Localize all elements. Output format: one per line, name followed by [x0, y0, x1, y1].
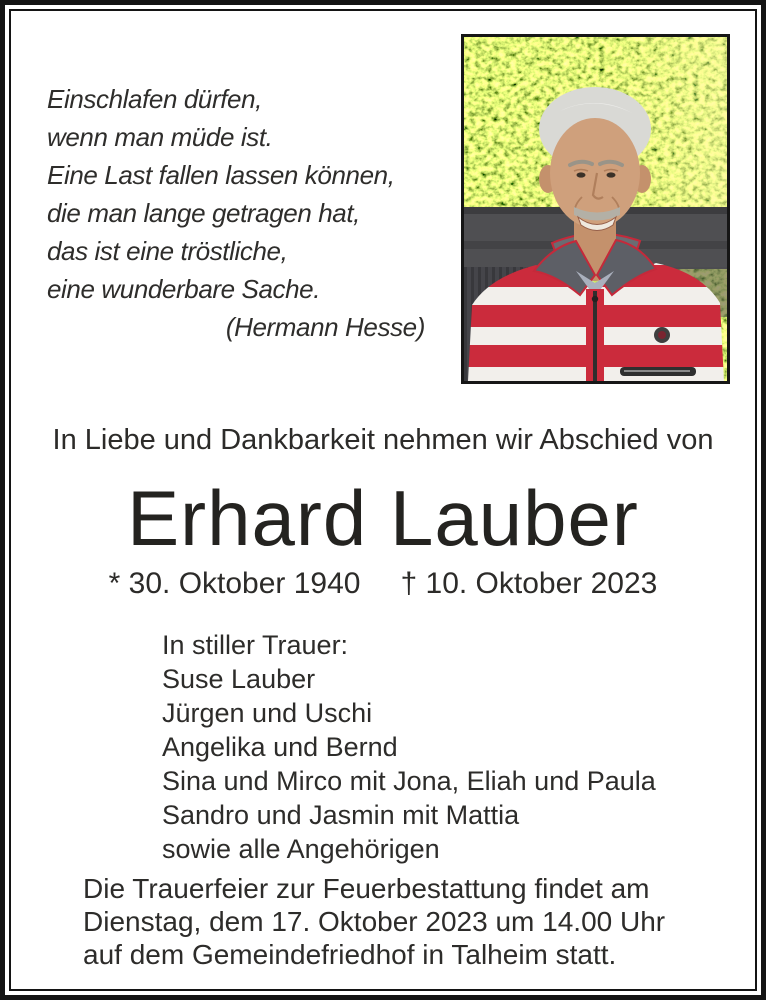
- poem-line: das ist eine tröstliche,: [47, 236, 288, 266]
- poem-attribution: (Hermann Hesse): [225, 312, 425, 342]
- birth-date: * 30. Oktober 1940: [108, 567, 361, 600]
- mourner-name: Suse Lauber: [162, 664, 316, 694]
- funeral-line: Die Trauerfeier zur Feuerbestattung findet am: [83, 873, 650, 904]
- mourner-name: Sandro und Jasmin mit Mattia: [162, 800, 520, 830]
- funeral-info: [83, 872, 665, 971]
- poem-line: die man lange getragen hat,: [47, 198, 360, 228]
- portrait-illustration: [464, 37, 727, 381]
- mourner-name: Sina und Mirco mit Jona, Eliah und Paula: [162, 766, 656, 796]
- death-date: † 10. Oktober 2023: [400, 567, 658, 600]
- mourners-block: [162, 628, 656, 866]
- mourner-name: Jürgen und Uschi: [162, 698, 373, 728]
- memorial-poem: [47, 80, 427, 346]
- funeral-line: auf dem Gemeindefriedhof in Talheim statt.: [83, 939, 617, 970]
- life-dates: [11, 567, 755, 601]
- poem-line: eine wunderbare Sache.: [47, 274, 321, 304]
- deceased-name: Erhard Lauber: [127, 474, 639, 562]
- mourner-name: sowie alle Angehörigen: [162, 834, 440, 864]
- funeral-line: Dienstag, dem 17. Oktober 2023 um 14.00 Uhr: [83, 906, 666, 937]
- mourners-title: In stiller Trauer:: [162, 630, 349, 660]
- poem-line: Einschlafen dürfen,: [47, 84, 262, 114]
- portrait-photo: [461, 34, 730, 384]
- poem-line: wenn man müde ist.: [47, 122, 273, 152]
- mourner-name: Angelika und Bernd: [162, 732, 398, 762]
- poem-line: Eine Last fallen lassen können,: [47, 160, 395, 190]
- farewell-line: In Liebe und Dankbarkeit nehmen wir Abschied von: [52, 424, 714, 456]
